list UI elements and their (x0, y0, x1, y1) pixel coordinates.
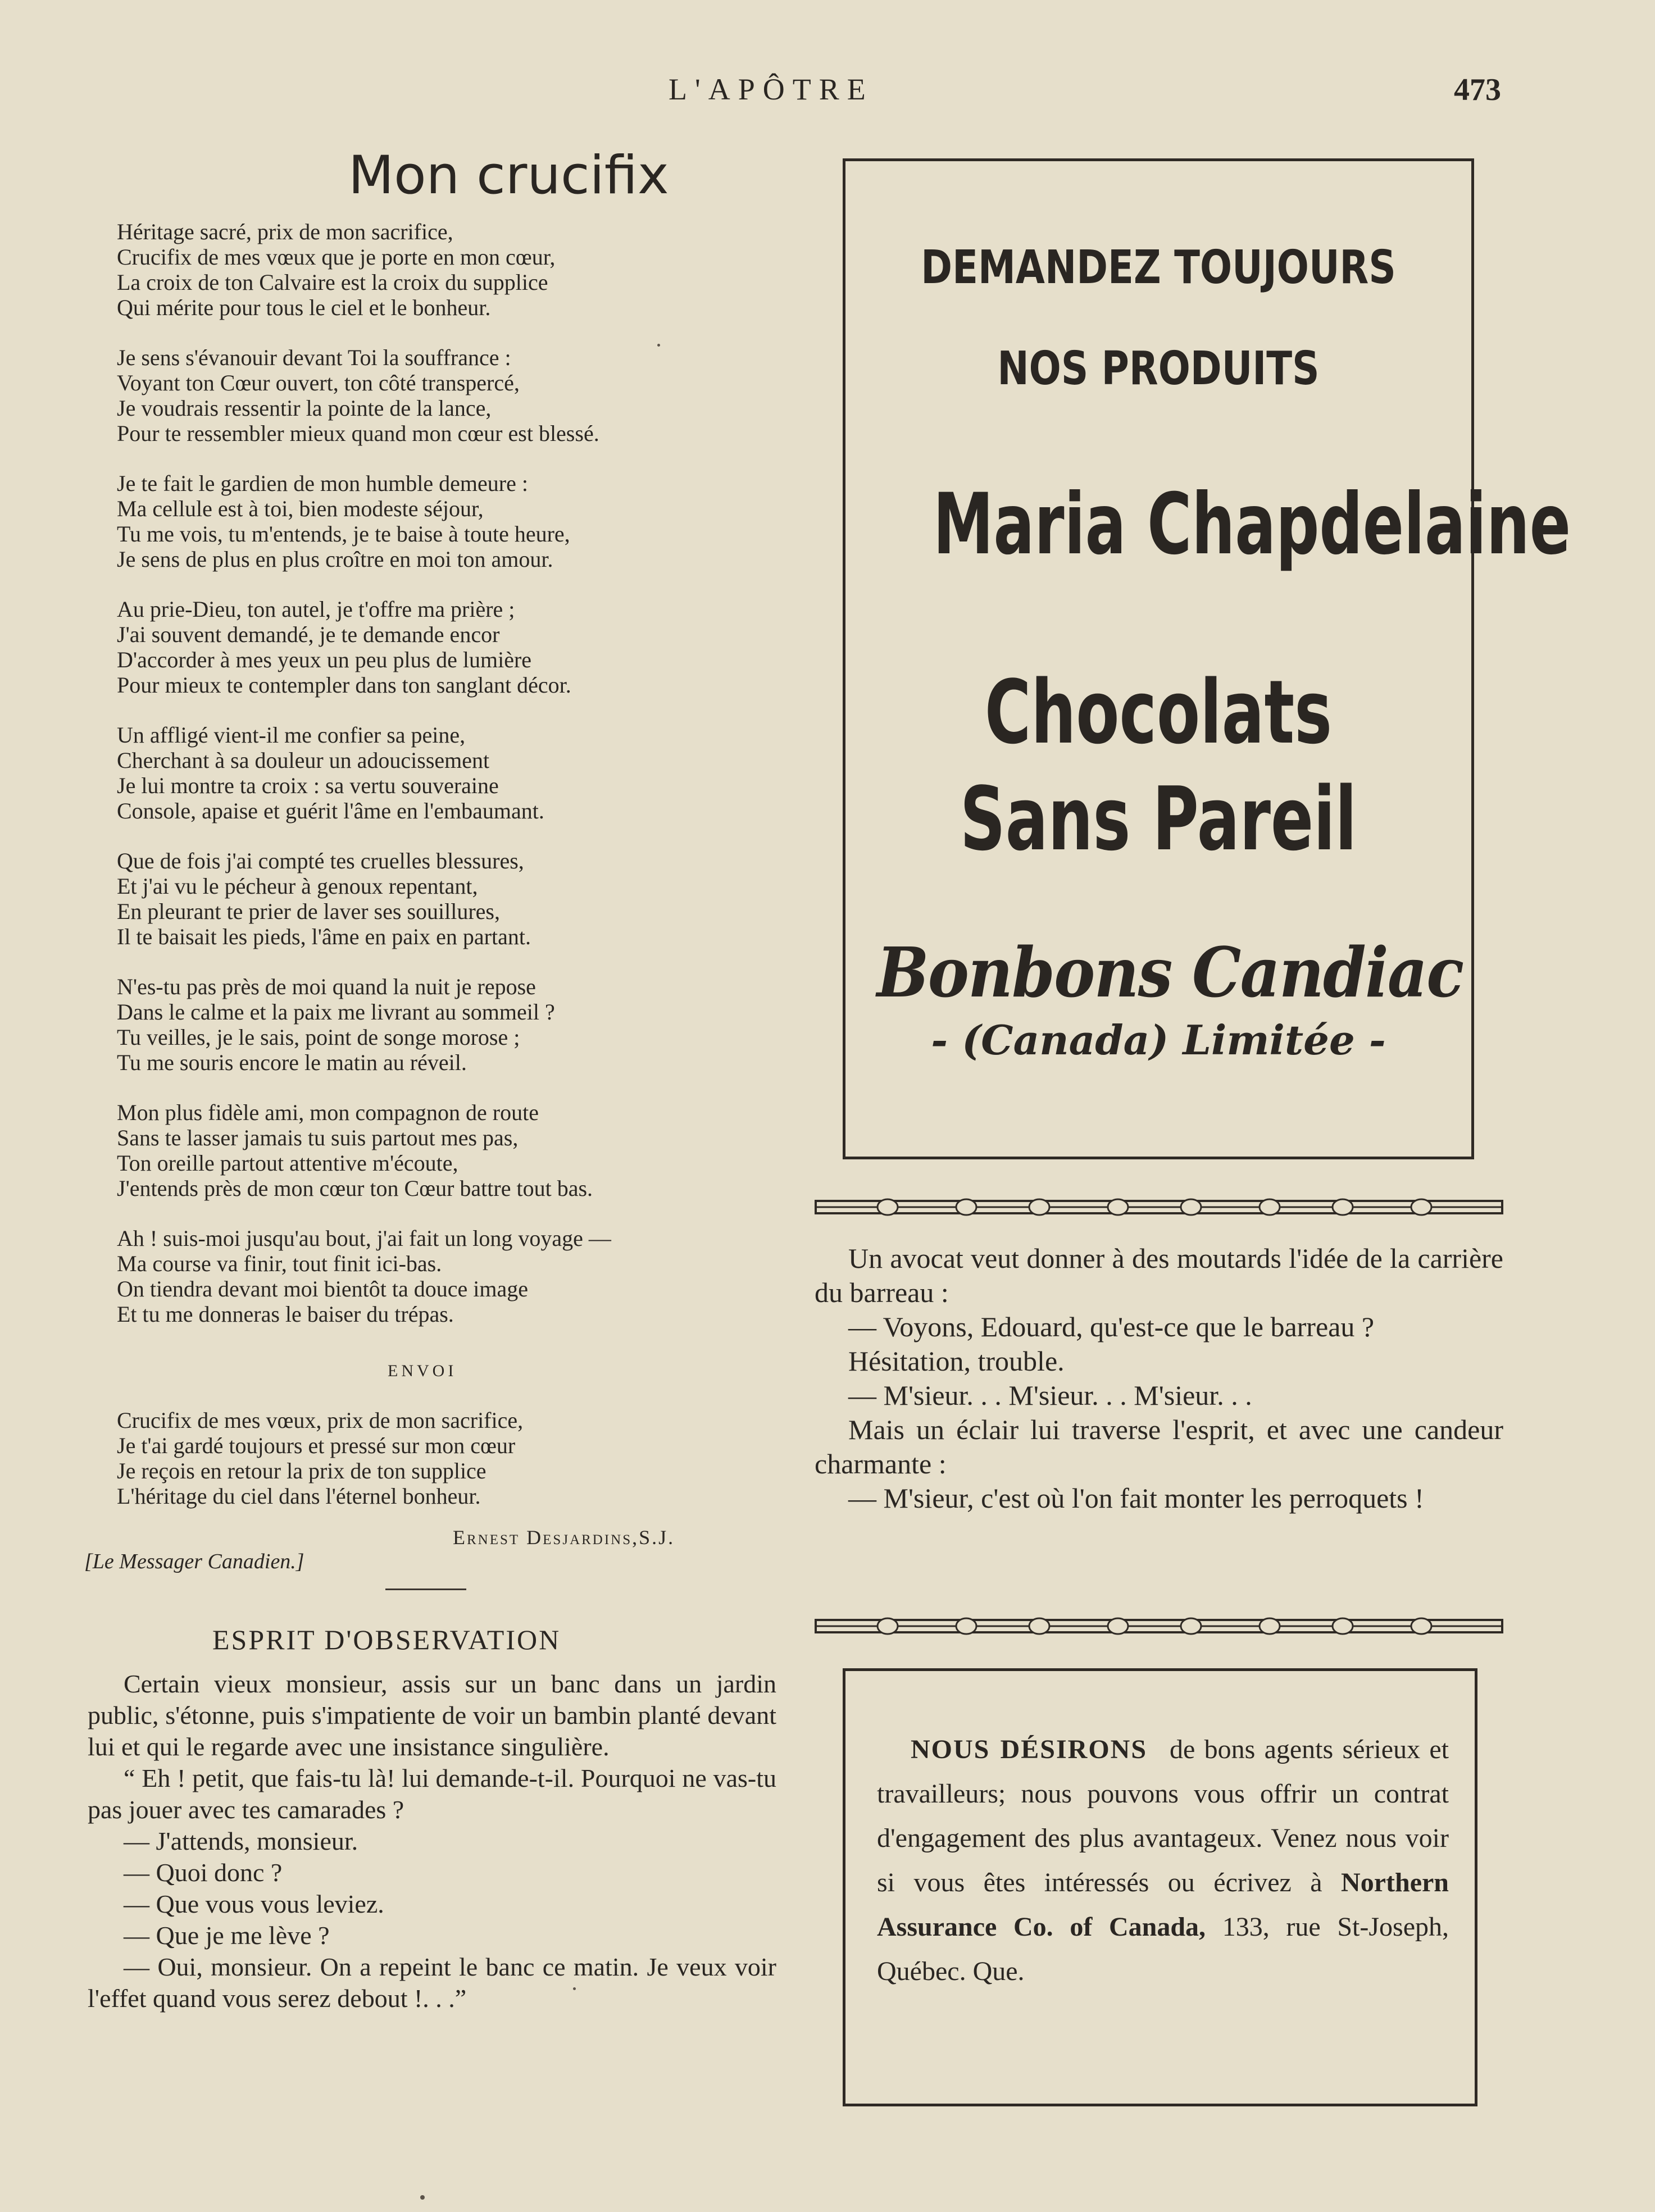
joke-paragraph: — M'sieur. . . M'sieur. . . M'sieur. . . (848, 1380, 1252, 1411)
poem-line: On tiendra devant moi bientôt ta douce image (117, 1276, 528, 1301)
poem-line: Voyant ton Cœur ouvert, ton côté transpercé, (117, 370, 520, 395)
poem-line: Dans le calme et la paix me livrant au sommeil ? (117, 999, 555, 1025)
joke-paragraph: — M'sieur, c'est où l'on fait monter les perroquets ! (848, 1482, 1424, 1514)
ad-product-line: Sans Pareil (960, 768, 1357, 870)
poem-line: Ma cellule est à toi, bien modeste séjour, (117, 496, 484, 521)
poem-stanza (117, 597, 847, 698)
insurance-advertisement (843, 1668, 1477, 2106)
insurance-ad-body (877, 1727, 1449, 1993)
poem-stanza (117, 722, 847, 823)
joke-paragraph: Un avocat veut donner à des moutards l'idée de la carrière du barreau : (815, 1242, 1503, 1308)
poem-line: Ma course va finir, tout finit ici-bas. (117, 1251, 442, 1276)
ornamental-divider (815, 1195, 1503, 1219)
poem-line: N'es-tu pas près de moi quand la nuit je repose (117, 974, 536, 999)
poem-line: Je reçois en retour la prix de ton supplice (117, 1458, 487, 1483)
poem-line: Console, apaise et guérit l'âme en l'embaumant. (117, 798, 544, 823)
poem-line: Crucifix de mes vœux, prix de mon sacrifice, (117, 1408, 524, 1433)
running-title: L'APÔTRE (669, 72, 874, 106)
poem-stanza (117, 974, 847, 1075)
paper-speck (420, 2195, 425, 2200)
envoi-heading: ENVOI (388, 1362, 457, 1380)
ad-product-line: Chocolats (984, 661, 1333, 763)
poem-line: Et tu me donneras le baiser du trépas. (117, 1301, 454, 1327)
poem-stanza (117, 1100, 847, 1201)
poem-stanza (117, 471, 847, 572)
poem-line: Je sens de plus en plus croître en moi ton amour. (117, 547, 553, 572)
poem-line: En pleurant te prier de laver ses souillures, (117, 899, 500, 924)
poem-line: L'héritage du ciel dans l'éternel bonheur. (117, 1483, 481, 1509)
joke-paragraph: Hésitation, trouble. (848, 1345, 1065, 1377)
poem-line: Tu veilles, je le sais, point de songe morose ; (117, 1025, 520, 1050)
poem-stanza (117, 848, 847, 949)
joke-paragraph: Mais un éclair lui traverse l'esprit, et avec une candeur charmante : (815, 1414, 1503, 1480)
poem-line: Ah ! suis-moi jusqu'au bout, j'ai fait un long voyage — (117, 1226, 611, 1251)
story-paragraph: — Que je me lève ? (124, 1921, 330, 1950)
poem-line: Je te fait le gardien de mon humble demeure : (117, 471, 528, 496)
poem-line: Mon plus fidèle ami, mon compagnon de route (117, 1100, 539, 1125)
poem-line: Sans te lasser jamais tu suis partout mes pas, (117, 1125, 519, 1150)
story-paragraph: — J'attends, monsieur. (124, 1827, 358, 1855)
poem-line: D'accorder à mes yeux un peu plus de lumière (117, 647, 532, 672)
story-paragraph: — Quoi donc ? (124, 1858, 283, 1887)
insurance-ad-lead: NOUS DÉSIRONS (911, 1735, 1148, 1764)
ornamental-divider (815, 1614, 1503, 1638)
poem-source: [Le Messager Canadien.] (84, 1550, 304, 1573)
company-logo-subline: - (Canada) Limitée - (931, 1016, 1386, 1064)
insurance-company-name: Northern Assurance Co. of Canada, (877, 1868, 1449, 1942)
poem-line: Pour te ressembler mieux quand mon cœur est blessé. (117, 421, 599, 446)
envoi-stanza (117, 1408, 523, 1509)
page-number: 473 (1454, 72, 1501, 107)
section-divider (385, 1589, 466, 1590)
poem-line: Tu me vois, tu m'entends, je te baise à toute heure, (117, 521, 570, 547)
poem-stanza (117, 1226, 847, 1327)
poem-stanza (117, 219, 847, 320)
company-logo-wordmark: Bonbons Candiac (876, 932, 1463, 1013)
poem-line: Je voudrais ressentir la pointe de la lance, (117, 395, 492, 421)
story-paragraph: “ Eh ! petit, que fais-tu là! lui demande-t-il. Pourquoi ne vas-tu pas jouer avec tes camarades ? (88, 1764, 776, 1824)
poem-line: J'ai souvent demandé, je te demande encor (117, 622, 500, 647)
ad-brand-name: Maria Chapdelaine (933, 476, 1571, 574)
poem-line: Je t'ai gardé toujours et pressé sur mon cœur (117, 1433, 516, 1458)
poem-line: Au prie-Dieu, ton autel, je t'offre ma prière ; (117, 597, 515, 622)
poem-author: Ernest Desjardins,S.J. (453, 1526, 675, 1549)
paper-speck (573, 1987, 576, 1990)
poem-line: Pour mieux te contempler dans ton sanglant décor. (117, 672, 571, 698)
insurance-ad-text (877, 1727, 1449, 1993)
story-body (88, 1668, 776, 2014)
poem-line: Je lui montre ta croix : sa vertu souveraine (117, 773, 499, 798)
insurance-company-address: 133, rue St-Joseph, Québec. Que. (877, 1912, 1449, 1986)
poem-line: La croix de ton Calvaire est la croix du supplice (117, 270, 548, 295)
poem-line: Héritage sacré, prix de mon sacrifice, (117, 219, 453, 244)
poem-line: Il te baisait les pieds, l'âme en paix en partant. (117, 924, 531, 949)
joke-body (815, 1241, 1503, 1515)
poem-title: Mon crucifix (348, 145, 669, 206)
poem-line: Un affligé vient-il me confier sa peine, (117, 722, 466, 748)
insurance-ad-copy: de bons agents sérieux et travailleurs; nous pouvons vous offrir un contrat d'engagement des plus avantageux. Venez nous voir si vous êtes intéressés ou écrivez à (877, 1735, 1449, 1897)
poem-line: Que de fois j'ai compté tes cruelles blessures, (117, 848, 524, 873)
poem-line: J'entends près de mon cœur ton Cœur battre tout bas. (117, 1176, 593, 1201)
poem-line: Ton oreille partout attentive m'écoute, (117, 1150, 458, 1176)
joke-paragraph: — Voyons, Edouard, qu'est-ce que le barreau ? (848, 1311, 1375, 1342)
story-title: ESPRIT D'OBSERVATION (212, 1624, 561, 1655)
poem-line: Et j'ai vu le pécheur à genoux repentant, (117, 873, 478, 899)
story-paragraph: — Oui, monsieur. On a repeint le banc ce matin. Je veux voir l'effet quand vous serez debout !. . .” (88, 1952, 776, 2013)
poem-line: Crucifix de mes vœux que je porte en mon cœur, (117, 244, 556, 270)
paper-speck (657, 344, 660, 347)
poem-line: Qui mérite pour tous le ciel et le bonheur. (117, 295, 491, 320)
chocolate-advertisement (843, 158, 1571, 1159)
poem-line: Je sens s'évanouir devant Toi la souffrance : (117, 345, 511, 370)
poem-body (117, 219, 847, 1351)
ad-headline: DEMANDEZ TOUJOURS (921, 241, 1396, 294)
story-paragraph: Certain vieux monsieur, assis sur un banc dans un jardin public, s'étonne, puis s'impatiente de voir un bambin planté devant lui et qui le regarde avec une insistance singulière. (88, 1669, 776, 1761)
poem-stanza (117, 345, 847, 446)
ad-subheadline: NOS PRODUITS (997, 342, 1320, 395)
poem-line: Cherchant à sa douleur un adoucissement (117, 748, 490, 773)
story-paragraph: — Que vous vous leviez. (124, 1890, 384, 1918)
poem-line: Tu me souris encore le matin au réveil. (117, 1050, 467, 1075)
